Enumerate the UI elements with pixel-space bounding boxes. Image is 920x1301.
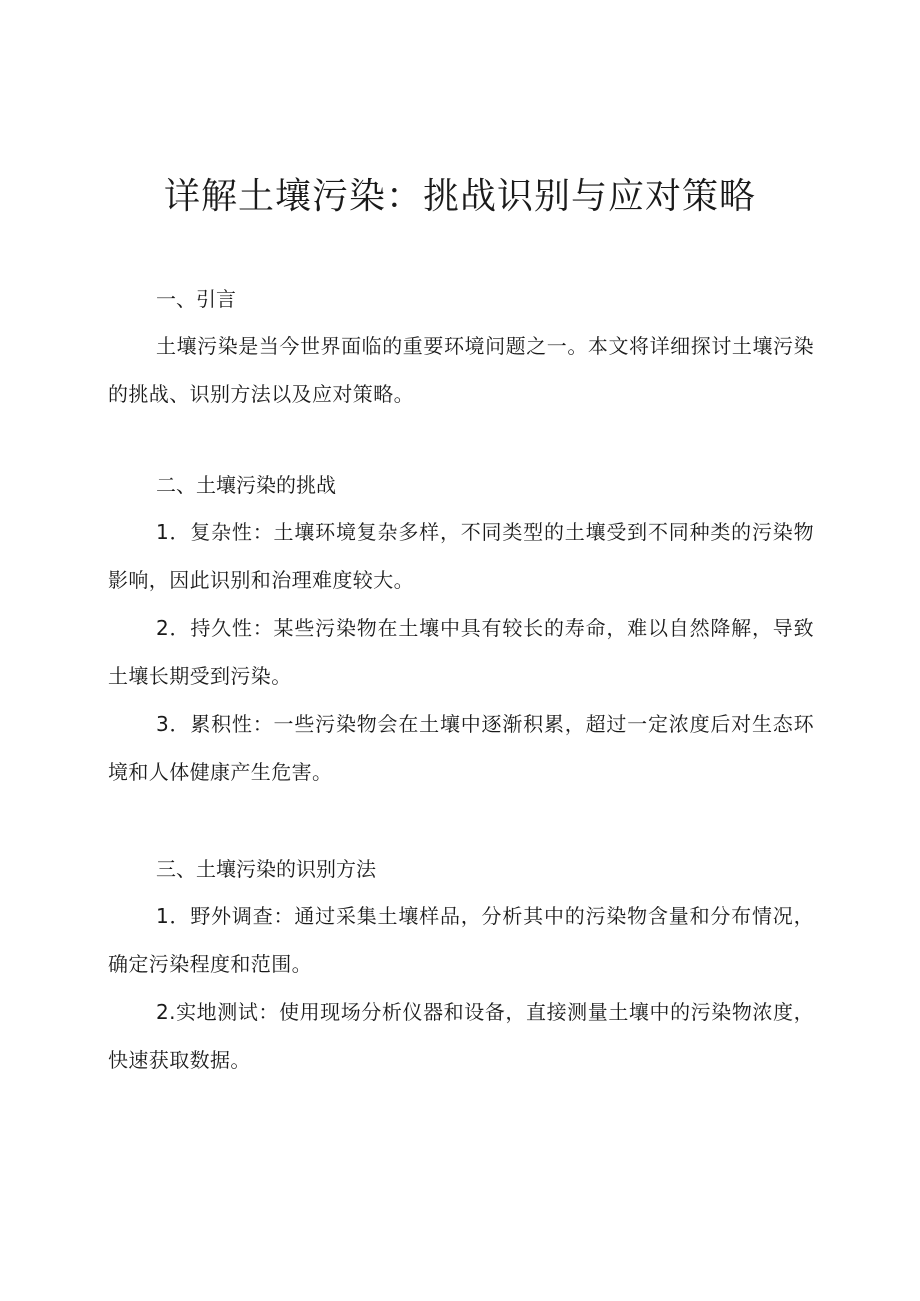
- paragraph: 3．累积性：一些污染物会在土壤中逐渐积累，超过一定浓度后对生态环境和人体健康产生危害。: [108, 712, 814, 784]
- paragraph: 1．复杂性：土壤环境复杂多样，不同类型的土壤受到不同种类的污染物影响，因此识别和治理难度较大。: [108, 520, 814, 592]
- document-title: 详解土壤污染：挑战识别与应对策略: [163, 176, 756, 217]
- paragraph: 土壤污染是当今世界面临的重要环境问题之一。本文将详细探讨土壤污染的挑战、识别方法以及应对策略。: [108, 334, 814, 406]
- section-challenges: [108, 462, 814, 796]
- section-identification-methods: [108, 846, 814, 1084]
- paragraph: 2.实地测试：使用现场分析仪器和设备，直接测量土壤中的污染物浓度，快速获取数据。: [108, 1000, 814, 1072]
- section-introduction: [108, 276, 814, 418]
- section-heading: 二、土壤污染的挑战: [156, 473, 336, 497]
- paragraph: 1．野外调查：通过采集土壤样品，分析其中的污染物含量和分布情况，确定污染程度和范围。: [108, 904, 814, 976]
- section-heading: 一、引言: [156, 287, 236, 311]
- paragraph: 2．持久性：某些污染物在土壤中具有较长的寿命，难以自然降解，导致土壤长期受到污染。: [108, 616, 814, 688]
- section-heading: 三、土壤污染的识别方法: [156, 857, 376, 881]
